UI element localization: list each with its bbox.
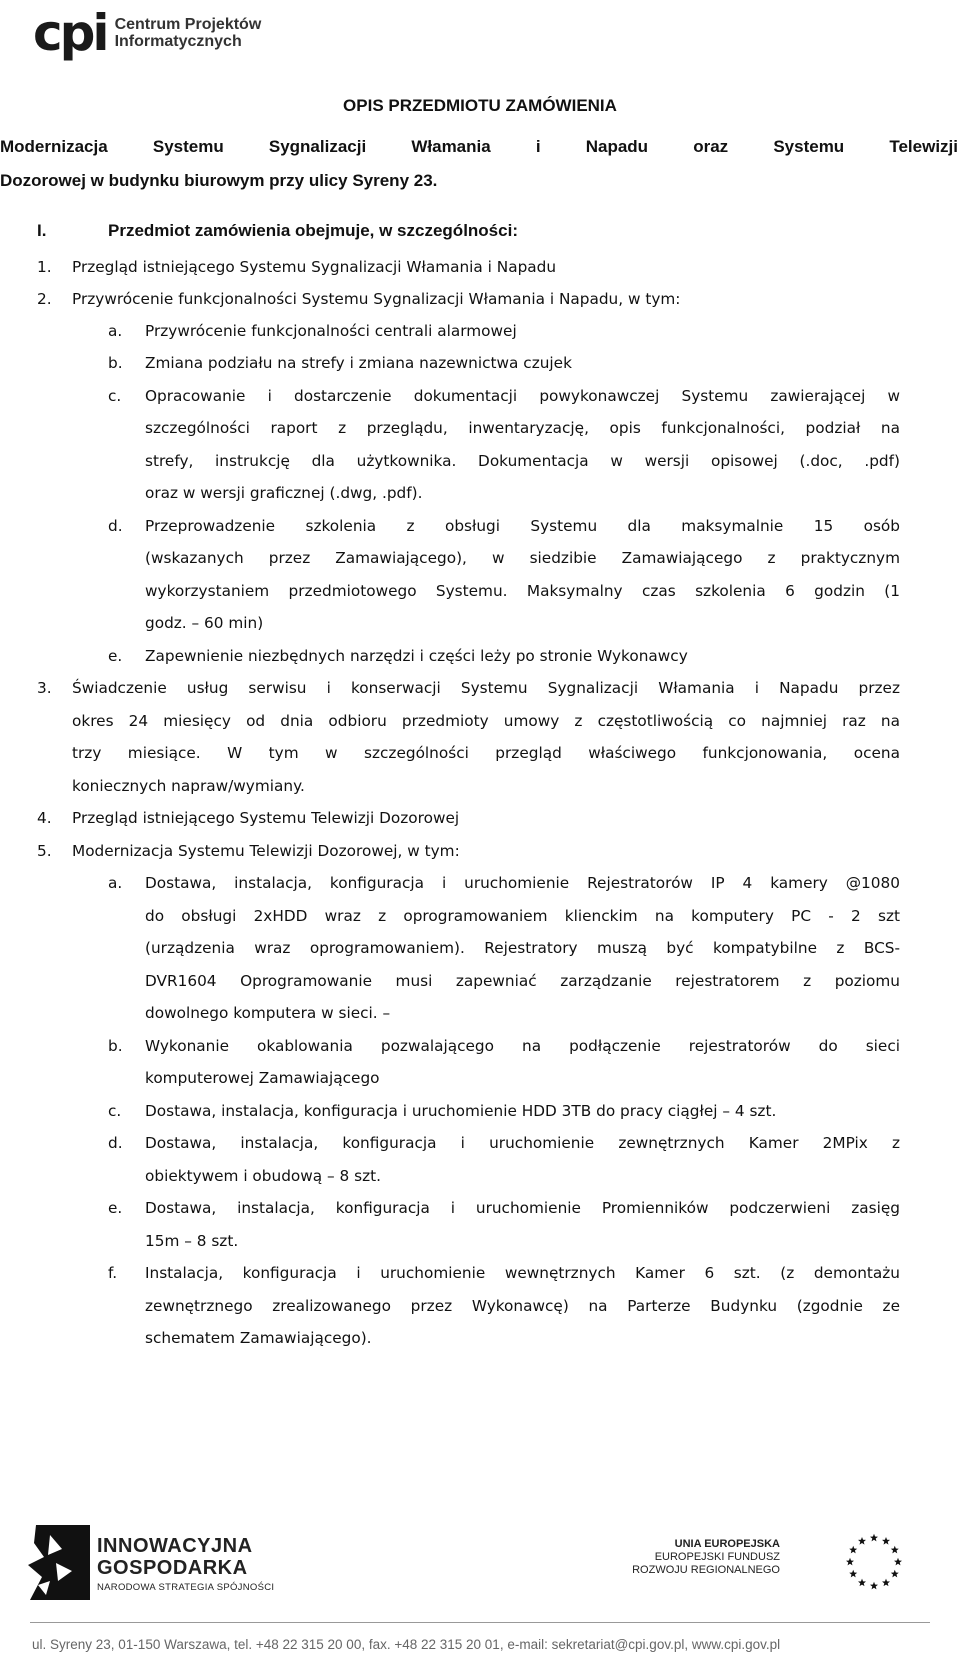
body-line: Dostawa, instalacja, konfiguracja i uruchomienie HDD 3TB do pracy ciągłej – 4 szt.: [145, 1102, 777, 1120]
body-line: d.: [108, 1134, 123, 1152]
body-line: 4.: [37, 809, 52, 827]
body-line: Zapewnienie niezbędnych narzędzi i części leży po stronie Wykonawcy: [145, 647, 688, 665]
eu-star-icon: [870, 1534, 878, 1542]
body-line: b.: [108, 354, 123, 372]
ue-line-2: EUROPEJSKI FUNDUSZ: [654, 1551, 780, 1563]
body-line: b.: [108, 1037, 123, 1055]
body-line: (urządzenia wraz oprogramowaniem). Rejestratory muszą być kompatybilne z BCS-: [145, 939, 900, 957]
body-line: okres 24 miesięcy od dnia odbioru przedmioty umowy z częstotliwością co najmniej raz na: [72, 712, 900, 730]
cpi-logo-text: [115, 16, 262, 50]
body-line: c.: [108, 1102, 122, 1120]
body-line: szczególności raport z przeglądu, inwentaryzację, opis funkcjonalności, podział na: [145, 419, 900, 437]
innowacyjna-gospodarka-logo: [97, 1535, 274, 1593]
body-line: obiektywem i obudową – 8 szt.: [145, 1167, 381, 1185]
body-line: Przeprowadzenie szkolenia z obsługi Systemu dla maksymalnie 15 osób: [145, 517, 900, 535]
body-line: 3.: [37, 679, 52, 697]
subtitle-line-1: Modernizacja Systemu Sygnalizacji Włamania i Napadu oraz Systemu Telewizji: [0, 137, 958, 156]
section-title: Przedmiot zamówienia obejmuje, w szczególności:: [108, 221, 518, 240]
eu-star-icon: [882, 1579, 890, 1587]
eu-star-icon: [858, 1537, 866, 1545]
body-line: oraz w wersji graficznej (.dwg, .pdf).: [145, 484, 423, 502]
ue-line-1: UNIA EUROPEJSKA: [674, 1538, 780, 1550]
body-line: Modernizacja Systemu Telewizji Dozorowej, w tym:: [72, 842, 460, 860]
cpi-logo-line1: Centrum Projektów: [114, 16, 262, 33]
footer-divider: [30, 1622, 930, 1623]
section-number: I.: [37, 221, 47, 240]
cpi-logo-mark: cpi: [33, 4, 107, 62]
body-line: Dostawa, instalacja, konfiguracja i uruchomienie Rejestratorów IP 4 kamery @1080: [145, 874, 900, 892]
ig-line-2: GOSPODARKA: [97, 1557, 248, 1579]
body-line: godz. – 60 min): [145, 614, 264, 632]
body-line: Świadczenie usług serwisu i konserwacji Systemu Sygnalizacji Włamania i Napadu przez: [72, 679, 900, 697]
eu-star-icon: [858, 1579, 866, 1587]
body-line: Instalacja, konfiguracja i uruchomienie wewnętrznych Kamer 6 szt. (z demontażu: [145, 1264, 900, 1282]
innowacyjna-gospodarka-emblem-icon: [28, 1525, 90, 1600]
eu-star-icon: [849, 1570, 857, 1578]
body-line: 2.: [37, 290, 52, 308]
body-line: Przegląd istniejącego Systemu Sygnalizacji Włamania i Napadu: [72, 258, 557, 276]
subtitle-line-2: Dozorowej w budynku biurowym przy ulicy Syreny 23.: [0, 171, 438, 190]
body-line: Przywrócenie funkcjonalności centrali alarmowej: [145, 322, 517, 340]
eu-star-icon: [891, 1570, 899, 1578]
body-line: Wykonanie okablowania pozwalającego na podłączenie rejestratorów do sieci: [145, 1037, 900, 1055]
body-line: strefy, instrukcję dla użytkownika. Dokumentacja w wersji opisowej (.doc, .pdf): [145, 452, 900, 470]
body-line: wykorzystaniem przedmiotowego Systemu. Maksymalny czas szkolenia 6 godzin (1: [145, 582, 900, 600]
document-subtitle: [0, 130, 958, 198]
body-line: zewnętrznego zrealizowanego przez Wykonawcę) na Parterze Budynku (zgodnie ze: [145, 1297, 900, 1315]
eu-star-icon: [846, 1558, 854, 1566]
cpi-logo: [33, 4, 262, 62]
body-line: 15m – 8 szt.: [145, 1232, 239, 1250]
body-line: 1.: [37, 258, 52, 276]
eu-star-icon: [849, 1546, 857, 1554]
body-line: koniecznych napraw/wymiany.: [72, 777, 305, 795]
body-line: e.: [108, 1199, 123, 1217]
eu-flag-stars-icon: [840, 1528, 908, 1596]
body-line: Przegląd istniejącego Systemu Telewizji Dozorowej: [72, 809, 460, 827]
body-line: e.: [108, 647, 123, 665]
body-line: f.: [108, 1264, 118, 1282]
body-line: do obsługi 2xHDD wraz z oprogramowaniem klienckim na komputery PC - 2 szt: [145, 907, 900, 925]
eu-fund-text: [632, 1538, 780, 1577]
body-line: Opracowanie i dostarczenie dokumentacji powykonawczej Systemu zawierającej w: [145, 387, 900, 405]
body-line: Dostawa, instalacja, konfiguracja i uruchomienie zewnętrznych Kamer 2MPix z: [145, 1134, 900, 1152]
body-line: a.: [108, 322, 123, 340]
eu-star-icon: [891, 1546, 899, 1554]
footer-address: ul. Syreny 23, 01-150 Warszawa, tel. +48 22 315 20 00, fax. +48 22 315 20 01, e-mail: sekretariat@cpi.gov.pl, www.cpi.gov.pl: [32, 1637, 781, 1652]
body-line: (wskazanych przez Zamawiającego), w siedzibie Zamawiającego z praktycznym: [145, 549, 900, 567]
body-line: 5.: [37, 842, 52, 860]
body-line: Dostawa, instalacja, konfiguracja i uruchomienie Promienników podczerwieni zasięg: [145, 1199, 900, 1217]
body-line: d.: [108, 517, 123, 535]
body-line: dowolnego komputera w sieci. –: [145, 1004, 391, 1022]
ig-line-3: NARODOWA STRATEGIA SPÓJNOŚCI: [97, 1582, 275, 1593]
body-line: schematem Zamawiającego).: [145, 1329, 372, 1347]
ue-line-3: ROZWOJU REGIONALNEGO: [632, 1564, 780, 1576]
body-line: c.: [108, 387, 122, 405]
body-line: a.: [108, 874, 123, 892]
body-line: Zmiana podziału na strefy i zmiana nazewnictwa czujek: [145, 354, 572, 372]
eu-star-icon: [870, 1582, 878, 1590]
body-line: komputerowej Zamawiającego: [145, 1069, 380, 1087]
body-line: Przywrócenie funkcjonalności Systemu Sygnalizacji Włamania i Napadu, w tym:: [72, 290, 681, 308]
document-title: OPIS PRZEDMIOTU ZAMÓWIENIA: [343, 96, 617, 115]
body-line: DVR1604 Oprogramowanie musi zapewniać zarządzanie rejestratorem z poziomu: [145, 972, 900, 990]
body-line: trzy miesiące. W tym w szczególności przegląd właściwego funkcjonowania, ocena: [72, 744, 900, 762]
cpi-logo-line2: Informatycznych: [114, 33, 242, 50]
eu-star-icon: [894, 1558, 902, 1566]
ig-line-1: INNOWACYJNA: [97, 1535, 253, 1557]
eu-star-icon: [882, 1537, 890, 1545]
